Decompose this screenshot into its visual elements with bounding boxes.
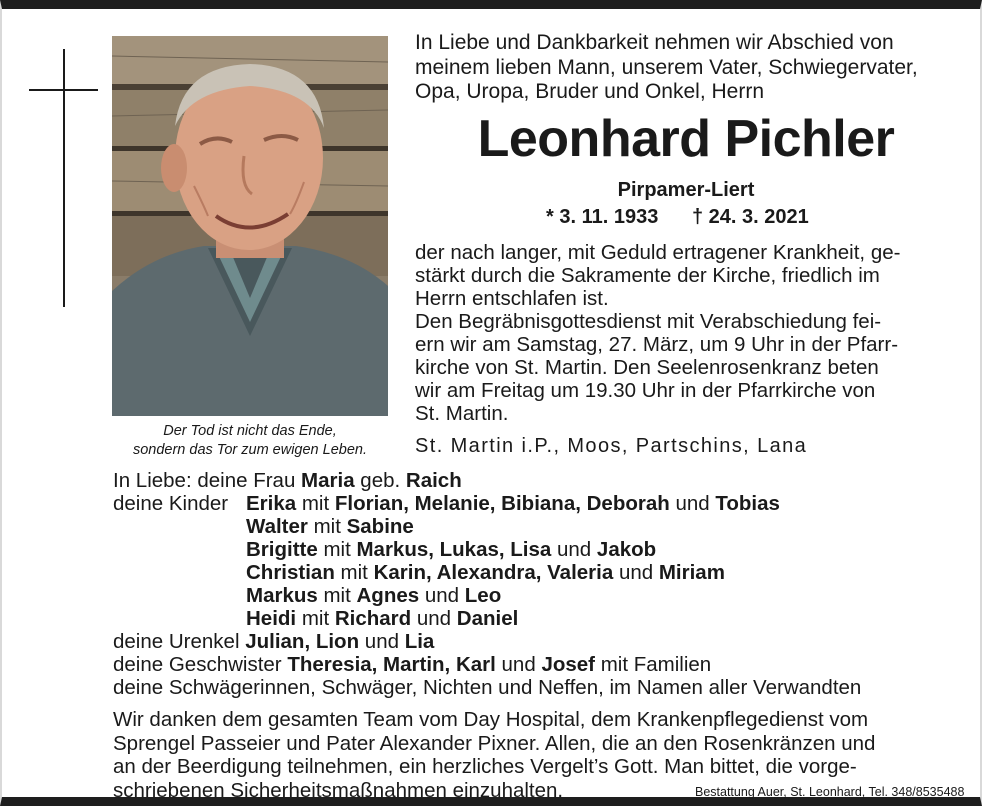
body-line: Herrn entschlafen ist. bbox=[415, 287, 609, 310]
family-wife bbox=[113, 469, 462, 492]
grandchild-last: Daniel bbox=[456, 607, 519, 630]
grandchildren-names: Agnes bbox=[356, 584, 420, 607]
quote-line: Der Tod ist nicht das Ende, bbox=[163, 423, 337, 439]
intro-line: In Liebe und Dankbarkeit nehmen wir Abschied von bbox=[415, 31, 894, 54]
cross-icon-bar bbox=[29, 89, 98, 91]
relation-suffix: mit Familien bbox=[595, 653, 712, 676]
body-line: Den Begräbnisgottesdienst mit Verabschiedung fei- bbox=[415, 310, 882, 333]
sibling-last: Josef bbox=[541, 653, 595, 676]
relation-label: deine Urenkel bbox=[113, 630, 246, 653]
wife-prefix: In Liebe: deine Frau bbox=[113, 469, 302, 492]
connector-text: mit bbox=[317, 538, 357, 561]
quote-line: sondern das Tor zum ewigen Leben. bbox=[132, 442, 368, 458]
connector-text: mit bbox=[307, 515, 347, 538]
wife-mid: geb. bbox=[354, 469, 406, 492]
undertaker-credit: Bestattung Auer, St. Leonhard, Tel. 348/8535488 bbox=[695, 785, 965, 799]
grandchildren-names: Richard bbox=[334, 607, 412, 630]
grandchild-last: Miriam bbox=[658, 561, 725, 584]
connector-text: mit bbox=[334, 561, 374, 584]
places-line: St. Martin i.P., Moos, Partschins, Lana bbox=[415, 435, 808, 457]
grandchild-last: Tobias bbox=[715, 492, 780, 515]
body-line: kirche von St. Martin. Den Seelenrosenkranz beten bbox=[415, 356, 879, 379]
grandchildren-names: Florian, Melanie, Bibiana, Deborah bbox=[334, 492, 670, 515]
body-line: wir am Freitag um 19.30 Uhr in der Pfarrkirche von bbox=[415, 379, 876, 402]
child-name: Markus bbox=[246, 584, 318, 607]
family-child-row bbox=[246, 492, 780, 515]
wife-name: Maria bbox=[301, 469, 355, 492]
grandchildren-names: Markus, Lukas, Lisa bbox=[356, 538, 552, 561]
connector-text: mit bbox=[317, 584, 357, 607]
death-date: † 24. 3. 2021 bbox=[692, 206, 809, 228]
family-relatives: deine Schwägerinnen, Schwäger, Nichten und Neffen, im Namen aller Verwandten bbox=[113, 676, 862, 699]
family-child-row bbox=[246, 515, 414, 538]
intro-line: Opa, Uropa, Bruder und Onkel, Herrn bbox=[415, 80, 765, 103]
child-name: Erika bbox=[246, 492, 297, 515]
child-name: Heidi bbox=[246, 607, 297, 630]
great-grandchildren-names: Julian, Lion bbox=[245, 630, 360, 653]
connector-text: und bbox=[359, 630, 405, 653]
connector-text: und bbox=[551, 538, 597, 561]
relation-label: deine Geschwister bbox=[113, 653, 288, 676]
child-name: Brigitte bbox=[246, 538, 318, 561]
body-line: St. Martin. bbox=[415, 402, 509, 425]
birth-date: * 3. 11. 1933 bbox=[546, 206, 659, 228]
connector-text: und bbox=[495, 653, 542, 676]
intro-line: meinem lieben Mann, unserem Vater, Schwiegervater, bbox=[415, 55, 918, 79]
thanks-line: an der Beerdigung teilnehmen, ein herzliches Vergelt’s Gott. Man bittet, die vorge- bbox=[113, 755, 857, 779]
connector-text: und bbox=[419, 584, 465, 607]
body-line: stärkt durch die Sakramente der Kirche, friedlich im bbox=[415, 264, 880, 287]
great-grandchild-last: Lia bbox=[404, 630, 435, 653]
body-line: der nach langer, mit Geduld ertragener Krankheit, ge- bbox=[415, 241, 901, 264]
connector-text: mit bbox=[296, 607, 335, 630]
farm-name: Pirpamer-Liert bbox=[617, 179, 755, 201]
grandchild-last: Leo bbox=[464, 584, 502, 607]
wife-maiden: Raich bbox=[405, 469, 462, 492]
grandchildren-names: Sabine bbox=[346, 515, 414, 538]
family-great-grandchildren bbox=[113, 630, 434, 653]
connector-text: mit bbox=[296, 492, 335, 515]
child-name: Walter bbox=[246, 515, 308, 538]
connector-text: und bbox=[669, 492, 716, 515]
connector-text: und bbox=[613, 561, 659, 584]
thanks-line: Sprengel Passeier und Pater Alexander Pixner. Allen, die an den Rosenkränzen und bbox=[113, 731, 876, 755]
family-child-row bbox=[246, 538, 656, 561]
child-name: Christian bbox=[246, 561, 335, 584]
portrait-photo bbox=[112, 36, 388, 416]
connector-text: und bbox=[411, 607, 457, 630]
family-children-label: deine Kinder bbox=[113, 492, 229, 515]
family-child-row bbox=[246, 561, 725, 584]
family-siblings bbox=[113, 653, 711, 676]
sibling-names: Theresia, Martin, Karl bbox=[287, 653, 496, 676]
cross-icon bbox=[63, 49, 65, 307]
grandchildren-names: Karin, Alexandra, Valeria bbox=[373, 561, 614, 584]
deceased-name: Leonhard Pichler bbox=[477, 110, 895, 168]
thanks-line: Wir danken dem gesamten Team vom Day Hospital, dem Krankenpflegedienst vom bbox=[113, 708, 869, 731]
thanks-line: schriebenen Sicherheitsmaßnahmen einzuhalten. bbox=[113, 779, 564, 802]
family-child-row bbox=[246, 584, 501, 607]
body-line: ern wir am Samstag, 27. März, um 9 Uhr in der Pfarr- bbox=[415, 333, 899, 356]
family-child-row bbox=[246, 607, 518, 630]
grandchild-last: Jakob bbox=[596, 538, 657, 561]
